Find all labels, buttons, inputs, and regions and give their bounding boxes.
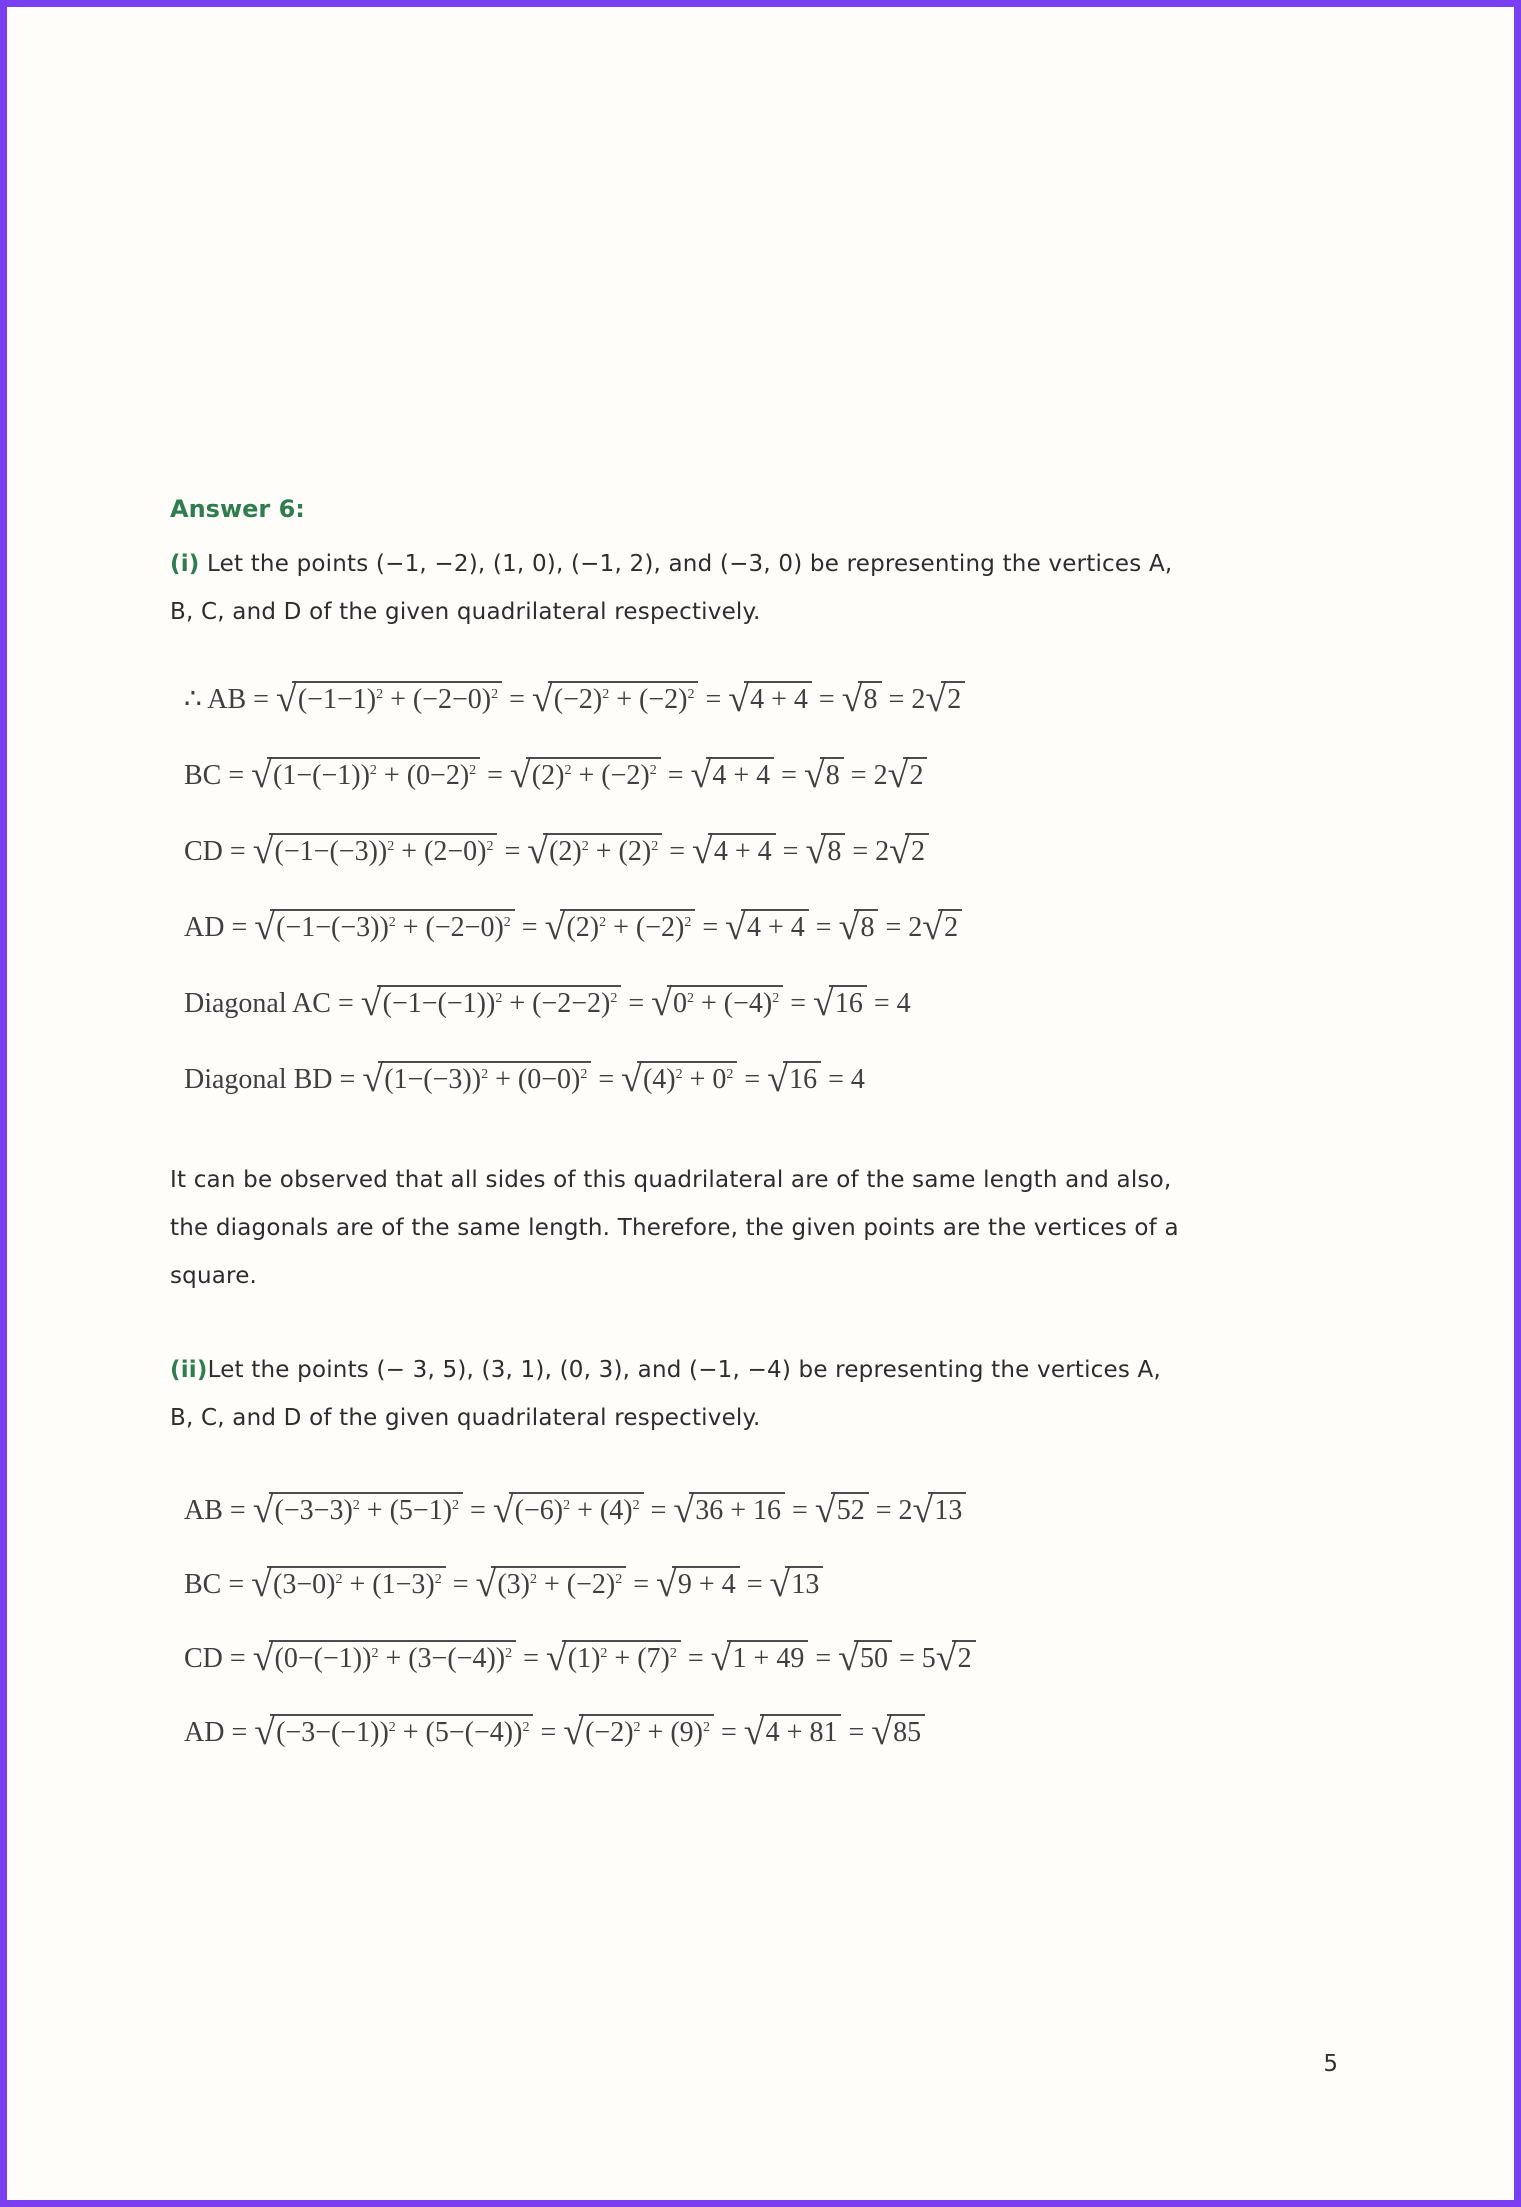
radicand: $(-1-(-3))^2 + (-2-0)^2$ [270, 909, 515, 943]
square-root [767, 1058, 821, 1100]
part1-intro-text: Let the points (−1, −2), (1, 0), (−1, 2), and (−3, 0) be representing the vertices A, [199, 551, 1173, 577]
radicand: $(-1-(-3))^2 + (2-0)^2$ [269, 833, 498, 867]
radicand: 8 [854, 909, 878, 943]
exponent: 2 [387, 839, 395, 854]
square-root [725, 906, 809, 948]
square-root [922, 906, 962, 948]
radicand: $(-1-1)^2 + (-2-0)^2$ [292, 681, 502, 715]
equation-row: BC = $√(3-0)^2 + (1-3)^2 = √(3)^2 + (-2)^2 = √9 + 4 = √13$ [184, 1548, 1375, 1622]
part1-intro-line2: B, C, and D of the given quadrilateral respectively. [170, 599, 761, 625]
radicand: 13 [928, 1492, 966, 1526]
square-root [803, 754, 844, 796]
radicand: 36 + 16 [689, 1492, 785, 1526]
radicand: 4 + 4 [706, 757, 774, 791]
radical-sign: √ [252, 830, 274, 872]
radical-sign: √ [275, 678, 297, 720]
radicand: $0^2 + (-4)^2$ [667, 985, 783, 1019]
page-number: 5 [1323, 2051, 1338, 2077]
radical-sign: √ [252, 1637, 274, 1679]
exponent: 2 [687, 687, 695, 702]
exponent: 2 [602, 687, 610, 702]
exponent: 2 [633, 1720, 641, 1735]
radical-sign: √ [838, 906, 860, 948]
exponent: 2 [726, 1067, 734, 1082]
radical-sign: √ [841, 678, 863, 720]
exponent: 2 [335, 1572, 343, 1587]
radical-sign: √ [544, 906, 566, 948]
radicand: 9 + 4 [672, 1566, 740, 1600]
square-root [531, 678, 699, 720]
square-root [889, 830, 929, 872]
radical-sign: √ [531, 678, 553, 720]
radicand: $(1)^2 + (7)^2$ [562, 1640, 681, 1674]
exponent: 2 [491, 687, 499, 702]
square-root [252, 1489, 463, 1531]
radicand: 2 [905, 833, 929, 867]
radicand: 13 [785, 1566, 823, 1600]
part1-label: (i) [170, 551, 200, 577]
radical-sign: √ [651, 982, 672, 1024]
exponent: 2 [505, 1646, 513, 1661]
radical-sign: √ [360, 982, 382, 1024]
square-root [887, 754, 928, 796]
radicand: $(2)^2 + (-2)^2$ [526, 757, 661, 791]
part2-intro [170, 1346, 1375, 1442]
radicand: $(1-(-3))^2 + (0-0)^2$ [378, 1061, 591, 1095]
exponent: 2 [369, 763, 377, 778]
square-root [544, 906, 696, 948]
square-root [509, 754, 661, 796]
square-root [252, 830, 498, 872]
radical-sign: √ [769, 1563, 791, 1605]
answer-section [170, 494, 1375, 1782]
exponent: 2 [599, 915, 607, 930]
radical-sign: √ [692, 830, 713, 872]
radical-sign: √ [803, 754, 825, 796]
exponent: 2 [495, 991, 503, 1006]
exponent: 2 [486, 839, 494, 854]
part2-intro-line2: B, C, and D of the given quadrilateral respectively. [170, 1405, 761, 1431]
radicand: 50 [854, 1640, 892, 1674]
equation-row: BC = $√(1-(-1))^2 + (0-2)^2 = √(2)^2 + (-2)^2 = √4 + 4 = √8 = 2√2$ [184, 738, 1375, 814]
exponent: 2 [388, 1720, 396, 1735]
square-root [254, 1711, 533, 1753]
square-root [362, 1058, 591, 1100]
exponent: 2 [580, 1067, 588, 1082]
exponent: 2 [772, 991, 780, 1006]
radical-sign: √ [887, 754, 909, 796]
equation-row: CD = $√(0-(-1))^2 + (3-(-4))^2 = √(1)^2 + (7)^2 = √1 + 49 = √50 = 5√2$ [184, 1622, 1375, 1696]
radicand: $(-2)^2 + (-2)^2$ [548, 681, 699, 715]
radical-sign: √ [254, 1711, 276, 1753]
radical-sign: √ [813, 982, 834, 1024]
radicand: 1 + 49 [727, 1640, 809, 1674]
radicand: $(2)^2 + (2)^2$ [543, 833, 662, 867]
equation-row: CD = $√(-1-(-3))^2 + (2-0)^2 = √(2)^2 + (2)^2 = √4 + 4 = √8 = 2√2$ [184, 814, 1375, 890]
radical-sign: √ [925, 678, 947, 720]
square-root [925, 678, 965, 720]
square-root [935, 1637, 976, 1679]
radicand: 4 + 4 [741, 909, 809, 943]
conclusion-line: the diagonals are of the same length. Therefore, the given points are the vertices of a [170, 1215, 1179, 1241]
square-root [492, 1489, 644, 1531]
radicand: $(4)^2 + 0^2$ [637, 1061, 737, 1095]
exponent: 2 [352, 1498, 360, 1513]
exponent: 2 [651, 839, 659, 854]
radicand: 8 [821, 833, 845, 867]
square-root [251, 754, 480, 796]
radical-sign: √ [728, 678, 750, 720]
part1-equations [170, 662, 1375, 1118]
exponent: 2 [669, 1646, 677, 1661]
part2-intro-line1 [170, 1346, 1375, 1394]
radicand: $(0-(-1))^2 + (3-(-4))^2$ [269, 1640, 517, 1674]
radical-sign: √ [254, 906, 276, 948]
square-root [838, 1637, 892, 1679]
square-root [545, 1637, 681, 1679]
radical-sign: √ [251, 1563, 273, 1605]
square-root [871, 1711, 925, 1753]
part1-conclusion [170, 1156, 1375, 1300]
radicand: 4 + 4 [744, 681, 812, 715]
radicand: $(2)^2 + (-2)^2$ [560, 909, 695, 943]
radicand: 4 + 81 [760, 1714, 842, 1748]
radical-sign: √ [935, 1637, 957, 1679]
radicand: $(3)^2 + (-2)^2$ [491, 1566, 626, 1600]
square-root [621, 1058, 737, 1100]
radicand: $(1-(-1))^2 + (0-2)^2$ [267, 757, 480, 791]
radicand: 16 [829, 985, 867, 1019]
radicand: $(3-0)^2 + (1-3)^2$ [267, 1566, 446, 1600]
radical-sign: √ [725, 906, 746, 948]
exponent: 2 [481, 1067, 489, 1082]
exponent: 2 [522, 1720, 530, 1735]
exponent: 2 [564, 763, 572, 778]
part2-intro-text: Let the points (− 3, 5), (3, 1), (0, 3), and (−1, −4) be representing the vertices A, [207, 1357, 1162, 1383]
radical-sign: √ [767, 1058, 789, 1100]
square-root [814, 1489, 869, 1531]
conclusion-line: square. [170, 1263, 258, 1289]
exponent: 2 [649, 763, 657, 778]
radical-sign: √ [251, 754, 273, 796]
radicand: $(-3-3)^2 + (5-1)^2$ [269, 1492, 463, 1526]
square-root [651, 982, 783, 1024]
exponent: 2 [434, 1572, 442, 1587]
radicand: 85 [887, 1714, 925, 1748]
radical-sign: √ [912, 1489, 934, 1531]
square-root [673, 1489, 785, 1531]
exponent: 2 [581, 839, 589, 854]
exponent: 2 [563, 1498, 571, 1513]
radical-sign: √ [814, 1489, 836, 1531]
radical-sign: √ [252, 1489, 274, 1531]
square-root [692, 830, 776, 872]
exponent: 2 [388, 915, 396, 930]
square-root [475, 1563, 627, 1605]
radical-sign: √ [743, 1711, 765, 1753]
equation-row: Diagonal BD = $√(1-(-3))^2 + (0-0)^2 = √(4)^2 + 0^2 = √16 = 4$ [184, 1058, 865, 1100]
radical-sign: √ [889, 830, 910, 872]
radical-sign: √ [545, 1637, 567, 1679]
radicand: 2 [952, 1640, 976, 1674]
conclusion-line: It can be observed that all sides of this quadrilateral are of the same length and also, [170, 1167, 1172, 1193]
radicand: 8 [820, 757, 844, 791]
equation-row: AD = $√(-1-(-3))^2 + (-2-0)^2 = √(2)^2 + (-2)^2 = √4 + 4 = √8 = 2√2$ [184, 890, 1375, 966]
square-root [254, 906, 515, 948]
square-root [769, 1563, 824, 1605]
radical-sign: √ [805, 830, 827, 872]
square-root [841, 678, 882, 720]
radicand: $(-1-(-1))^2 + (-2-2)^2$ [377, 985, 622, 1019]
radical-sign: √ [509, 754, 531, 796]
exponent: 2 [703, 1720, 710, 1735]
exponent: 2 [687, 991, 694, 1006]
radical-sign: √ [871, 1711, 893, 1753]
radicand: 2 [938, 909, 962, 943]
exponent: 2 [376, 687, 384, 702]
square-root [743, 1711, 842, 1753]
radical-sign: √ [563, 1711, 585, 1753]
radicand: 8 [858, 681, 882, 715]
square-root [838, 906, 879, 948]
square-root [710, 1637, 809, 1679]
part1-intro [170, 540, 1375, 636]
exponent: 2 [371, 1646, 379, 1661]
radical-sign: √ [621, 1058, 642, 1100]
exponent: 2 [530, 1572, 538, 1587]
square-root [912, 1489, 966, 1531]
exponent: 2 [615, 1572, 623, 1587]
radical-sign: √ [690, 754, 712, 796]
exponent: 2 [503, 915, 511, 930]
radicand: $(-6)^2 + (4)^2$ [509, 1492, 644, 1526]
square-root [360, 982, 622, 1024]
exponent: 2 [610, 991, 618, 1006]
radical-sign: √ [492, 1489, 514, 1531]
radical-sign: √ [362, 1058, 384, 1100]
exponent: 2 [452, 1498, 460, 1513]
radical-sign: √ [527, 830, 549, 872]
square-root [252, 1637, 516, 1679]
part2-label: (ii) [170, 1357, 208, 1383]
part1-intro-line1 [170, 540, 1375, 588]
square-root [813, 982, 867, 1024]
square-root [275, 678, 502, 720]
square-root [656, 1563, 740, 1605]
square-root [527, 830, 662, 872]
exponent: 2 [675, 1067, 683, 1082]
part2-equations [170, 1474, 1375, 1770]
radicand: 16 [783, 1061, 821, 1095]
radicand: $(-2)^2 + (9)^2$ [579, 1714, 714, 1748]
radicand: 52 [831, 1492, 869, 1526]
radical-sign: √ [922, 906, 944, 948]
square-root [728, 678, 812, 720]
radical-sign: √ [656, 1563, 677, 1605]
equation-row: Diagonal AC = $√(-1-(-1))^2 + (-2-2)^2 = √0^2 + (-4)^2 = √16 = 4$ [184, 982, 911, 1024]
square-root [251, 1563, 446, 1605]
radicand: 2 [903, 757, 927, 791]
radicand: 4 + 4 [708, 833, 776, 867]
equation-row: AD = $√(-3-(-1))^2 + (5-(-4))^2 = √(-2)^2 + (9)^2 = √4 + 81 = √85$ [184, 1696, 1375, 1770]
radicand: $(-3-(-1))^2 + (5-(-4))^2$ [270, 1714, 533, 1748]
radical-sign: √ [710, 1637, 732, 1679]
square-root [563, 1711, 714, 1753]
square-root [805, 830, 845, 872]
exponent: 2 [600, 1646, 608, 1661]
radical-sign: √ [475, 1563, 497, 1605]
radical-sign: √ [673, 1489, 695, 1531]
exponent: 2 [632, 1498, 640, 1513]
answer-heading: Answer 6: [170, 495, 305, 523]
radicand: 2 [941, 681, 965, 715]
radical-sign: √ [838, 1637, 859, 1679]
exponent: 2 [684, 915, 692, 930]
equation-row: AB = $√(-3-3)^2 + (5-1)^2 = √(-6)^2 + (4)^2 = √36 + 16 = √52 = 2√13$ [184, 1474, 1375, 1548]
equation-row: ∴ AB = $√(-1-1)^2 + (-2-0)^2 = √(-2)^2 + (-2)^2 = √4 + 4 = √8 = 2√2$ [184, 662, 1375, 738]
square-root [690, 754, 774, 796]
exponent: 2 [469, 763, 477, 778]
